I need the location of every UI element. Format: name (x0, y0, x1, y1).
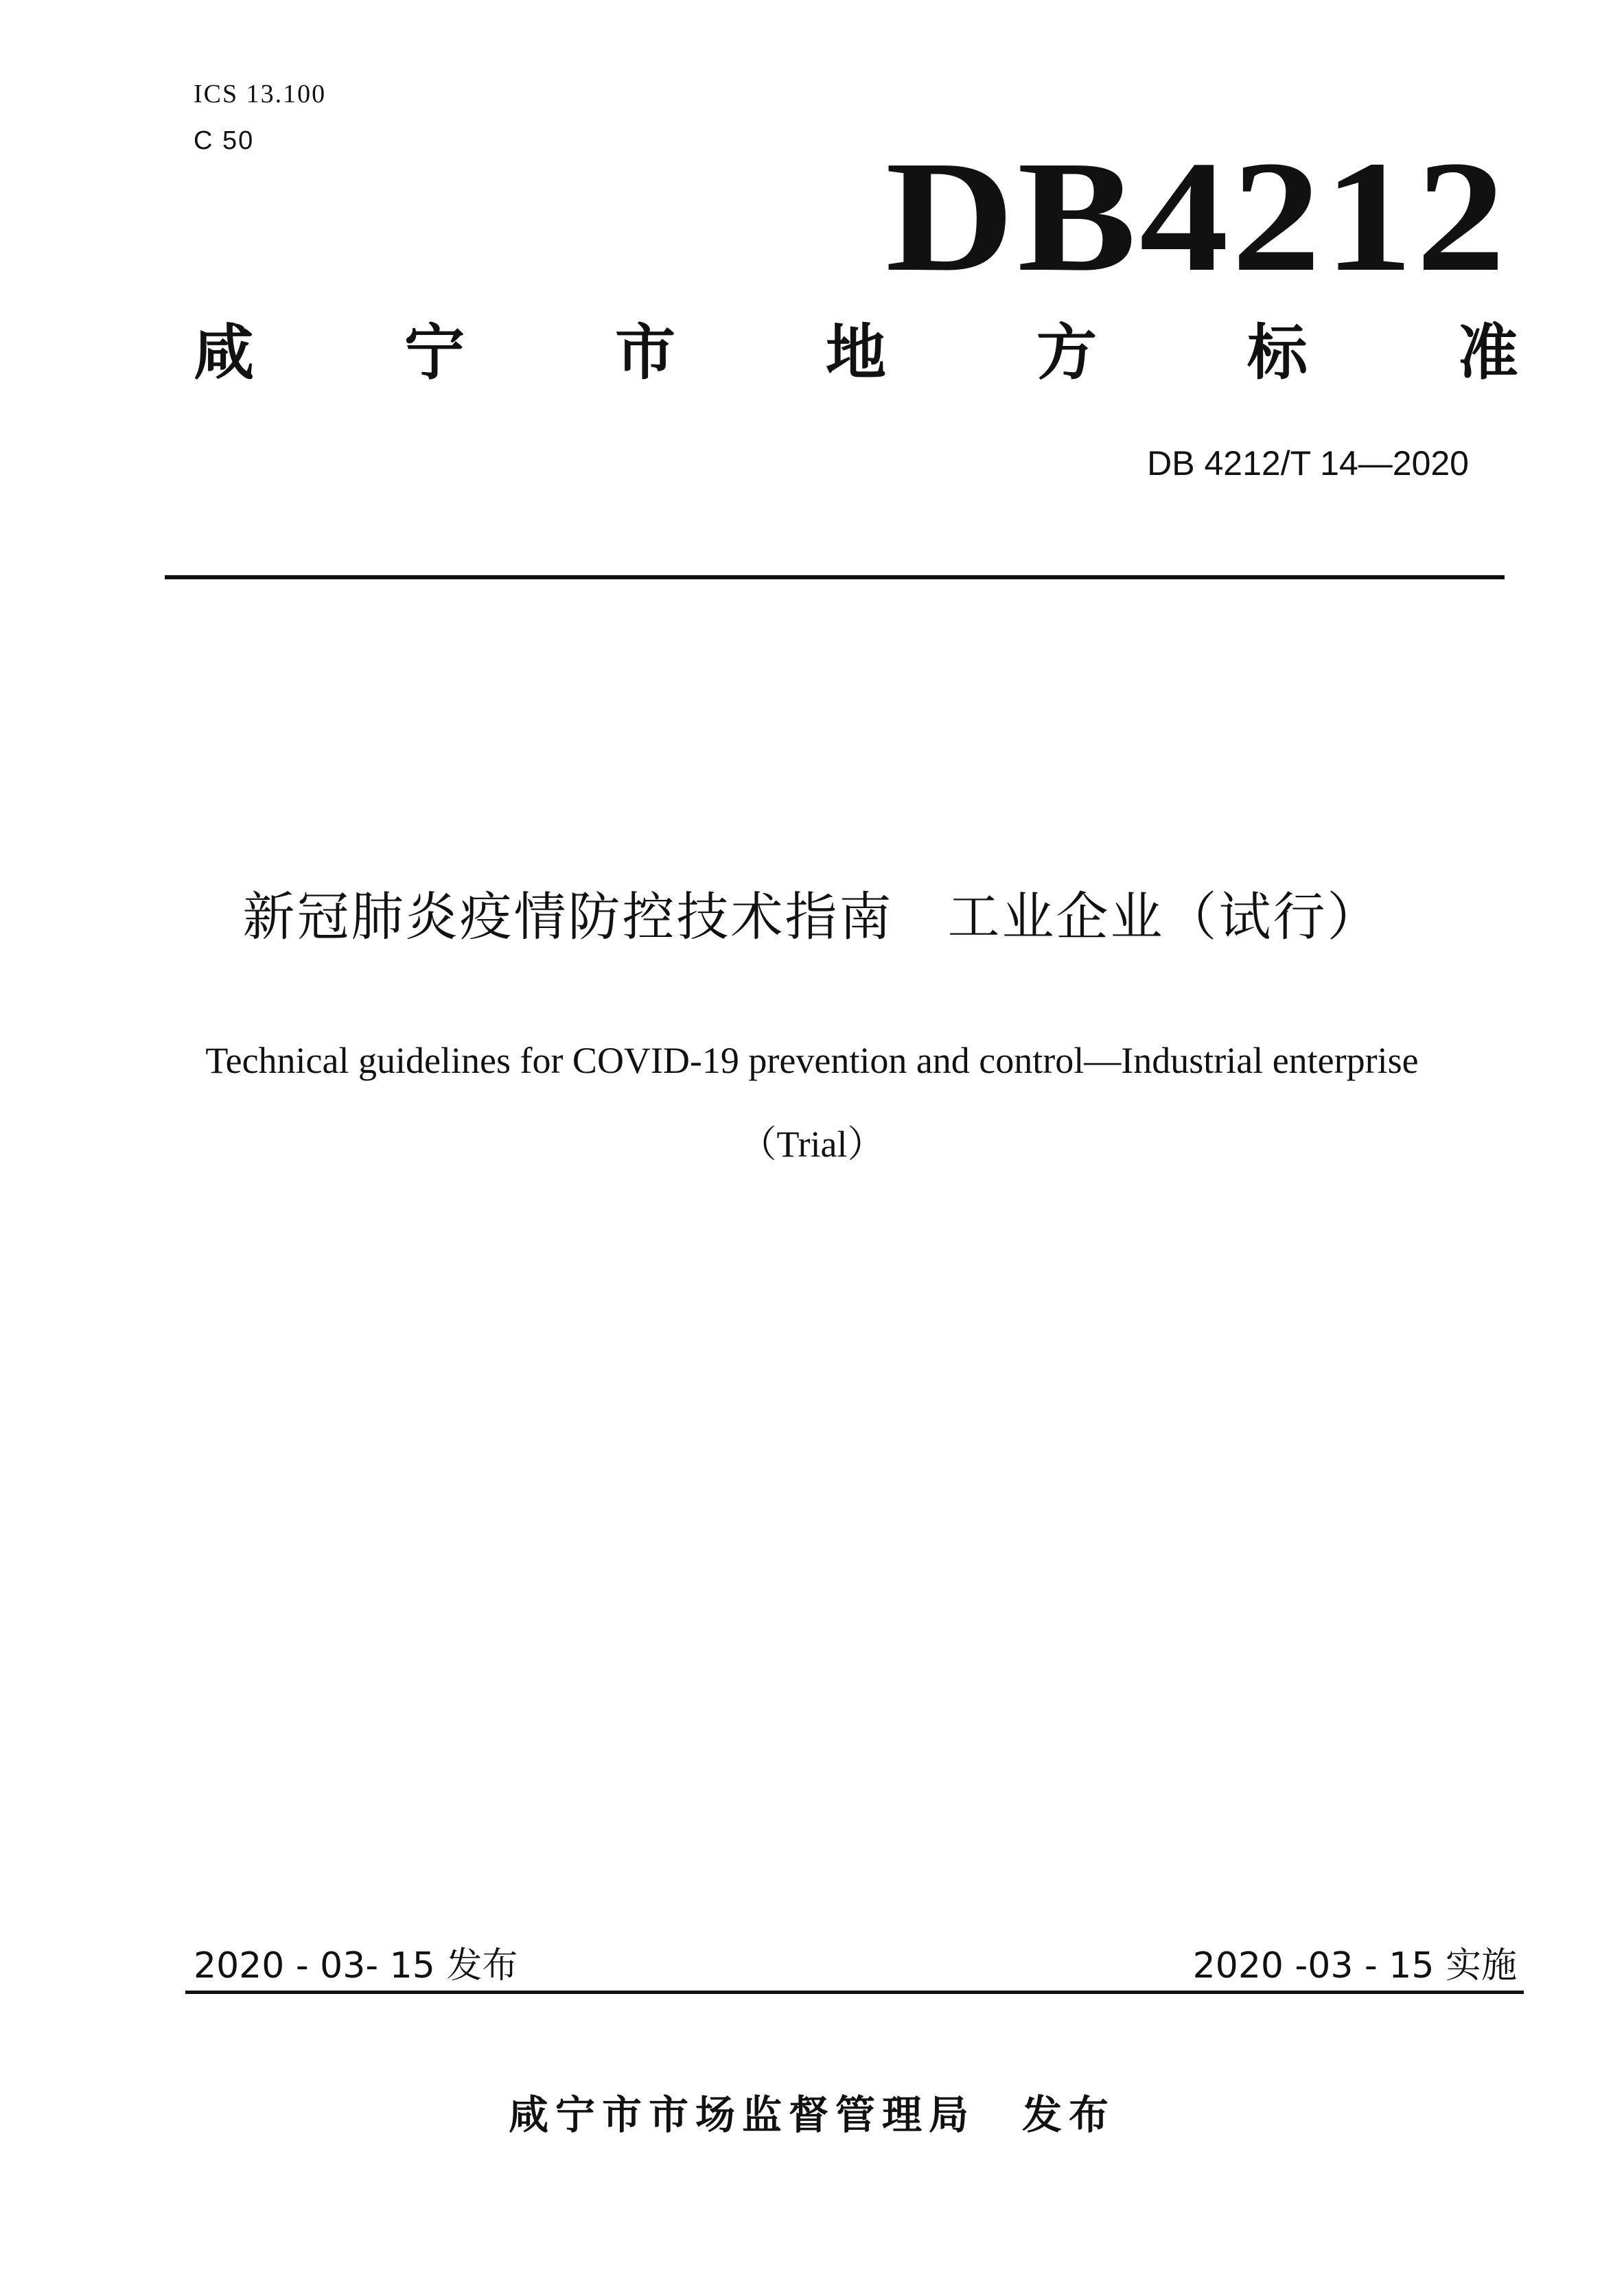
bottom-divider (185, 1991, 1524, 1994)
standard-type-char: 咸 (194, 317, 255, 388)
ccs-code: C 50 (194, 126, 255, 155)
standard-number: DB 4212/T 14—2020 (1147, 444, 1469, 483)
standard-type-heading (194, 317, 1518, 388)
top-divider (165, 575, 1505, 579)
standard-type-char: 宁 (404, 317, 465, 388)
document-title-en: Technical guidelines for COVID-19 prevention and control—Industrial enterprise (205, 1040, 1419, 1081)
implementation-date: 2020 -03 - 15 实施 (1192, 1945, 1517, 1986)
document-title-trial: （Trial） (739, 1124, 885, 1165)
standard-type-char: 方 (1036, 317, 1097, 388)
standard-type-char: 地 (825, 317, 886, 388)
standard-type-char: 标 (1246, 317, 1308, 388)
issuing-authority: 咸宁市市场监督管理局 发布 (508, 2091, 1115, 2138)
standard-type-char: 准 (1457, 317, 1518, 388)
publish-date: 2020 - 03- 15 发布 (194, 1945, 518, 1986)
standard-type-char: 市 (614, 317, 675, 388)
document-title-cn: 新冠肺炎疫情防控技术指南 工业企业（试行） (242, 886, 1382, 947)
standard-logo: DB4212 (885, 128, 1509, 305)
ics-code: ICS 13.100 (194, 80, 327, 108)
